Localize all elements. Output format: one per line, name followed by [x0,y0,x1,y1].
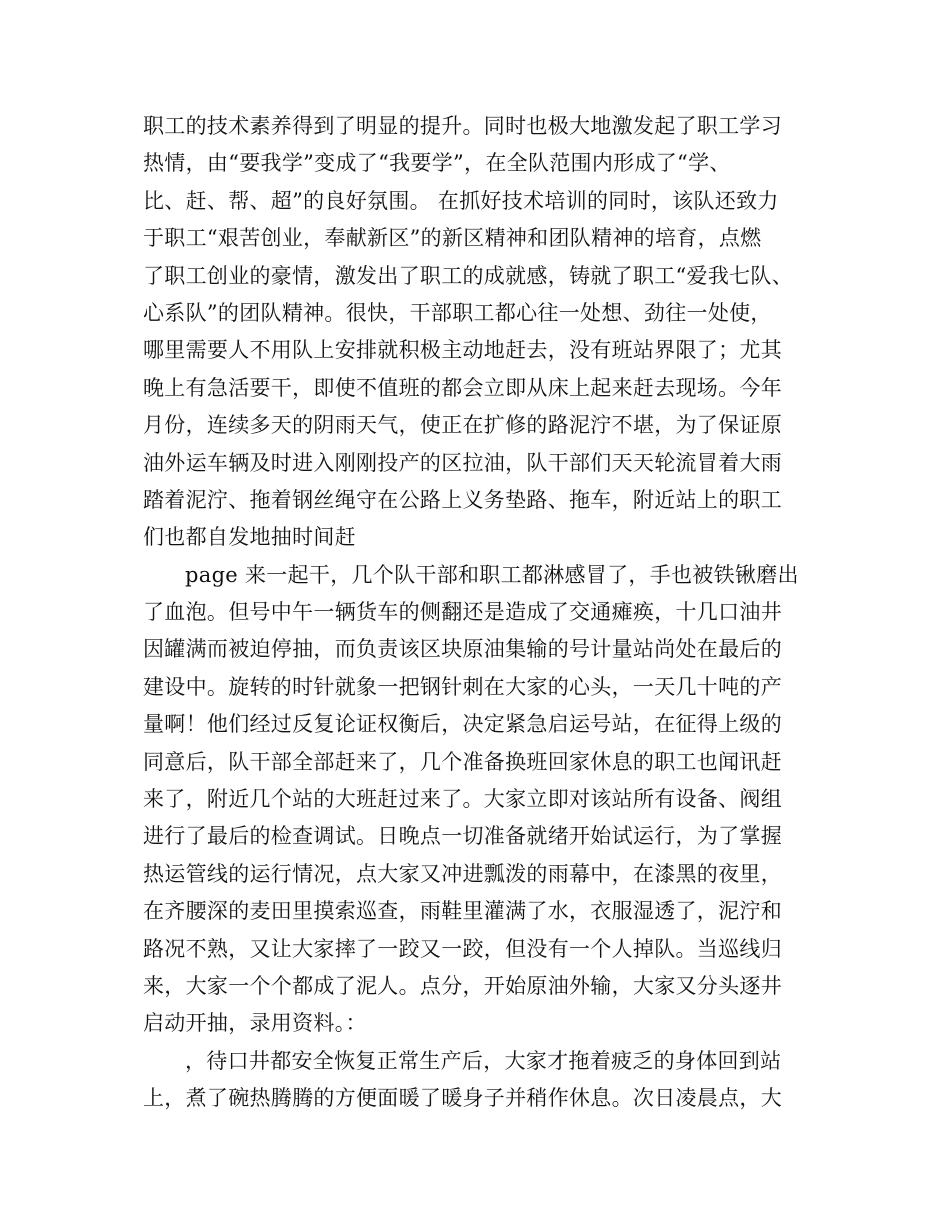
text-line: 于职工“艰苦创业，奉献新区”的新区精神和团队精神的培育，点燃 [143,226,762,251]
text-line: 了职工创业的豪情，激发出了职工的成就感，铸就了职工“爱我七队、 [143,263,794,288]
text-line: 量啊！他们经过反复论证权衡后，决定紧急启运号站，在征得上级的 [143,712,782,737]
text-line: 踏着泥泞、拖着钢丝绳守在公路上义务垫路、拖车，附近站上的职工 [143,487,782,512]
text-line: 启动开抽，录用资料。： [143,1011,367,1036]
text-line: 来了，附近几个站的大班赶过来了。大家立即对该站所有设备、阀组 [143,787,782,812]
text-line: 比、赶、帮、超”的良好氛围。 在抓好技术培训的同时，该队还致力 [143,188,779,213]
text-line: 上，煮了碗热腾腾的方便面暖了暖身子并稍作休息。次日凌晨点，大 [143,1086,782,1111]
text-line: 建设中。旋转的时针就象一把钢针刺在大家的心头，一天几十吨的产 [143,674,782,699]
text-line: 路况不熟，又让大家摔了一跤又一跤，但没有一个人掉队。当巡线归 [143,936,782,961]
text-line: 月份，连续多天的阴雨天气，使正在扩修的路泥泞不堪，为了保证原 [143,413,782,438]
text-line: 热情，由“要我学”变成了“我要学”，在全队范围内形成了“学、 [143,151,731,176]
text-line: 心系队”的团队精神。很快，干部职工都心往一处想、劲往一处使， [143,300,772,325]
text-line: 热运管线的运行情况，点大家又冲进瓢泼的雨幕中，在漆黑的夜里， [143,861,782,886]
paragraph-start-line: ，待口井都安全恢复正常生产后，大家才拖着疲乏的身体回到站 [185,1048,782,1073]
text-line: 职工的技术素养得到了明显的提升。同时也极大地激发起了职工学习 [143,114,782,138]
text-line: 们也都自发地抽时间赶 [143,525,356,550]
text-line: 进行了最后的检查调试。日晚点一切准备就绪开始试运行，为了掌握 [143,824,782,849]
paragraph-start-line: page 来一起干，几个队干部和职工都淋感冒了，手也被铁锹磨出 [185,562,799,587]
text-line: 来，大家一个个都成了泥人。点分，开始原油外输，大家又分头逐井 [143,973,782,998]
body-text [143,108,808,1118]
text-line: 晚上有急活要干，即使不值班的都会立即从床上起来赶去现场。今年 [143,375,782,400]
text-line: 因罐满而被迫停抽，而负责该区块原油集输的号计量站尚处在最后的 [143,637,782,662]
text-line: 油外运车辆及时进入刚刚投产的区拉油，队干部们天天轮流冒着大雨 [143,450,782,475]
text-line: 了血泡。但号中午一辆货车的侧翻还是造成了交通瘫痪，十几口油井 [143,600,782,625]
text-line: 哪里需要人不用队上安排就积极主动地赶去，没有班站界限了；尤其 [143,338,782,363]
text-line: 同意后，队干部全部赶来了，几个准备换班回家休息的职工也闻讯赶 [143,749,782,774]
text-line: 在齐腰深的麦田里摸索巡查，雨鞋里灌满了水，衣服湿透了，泥泞和 [143,899,782,924]
